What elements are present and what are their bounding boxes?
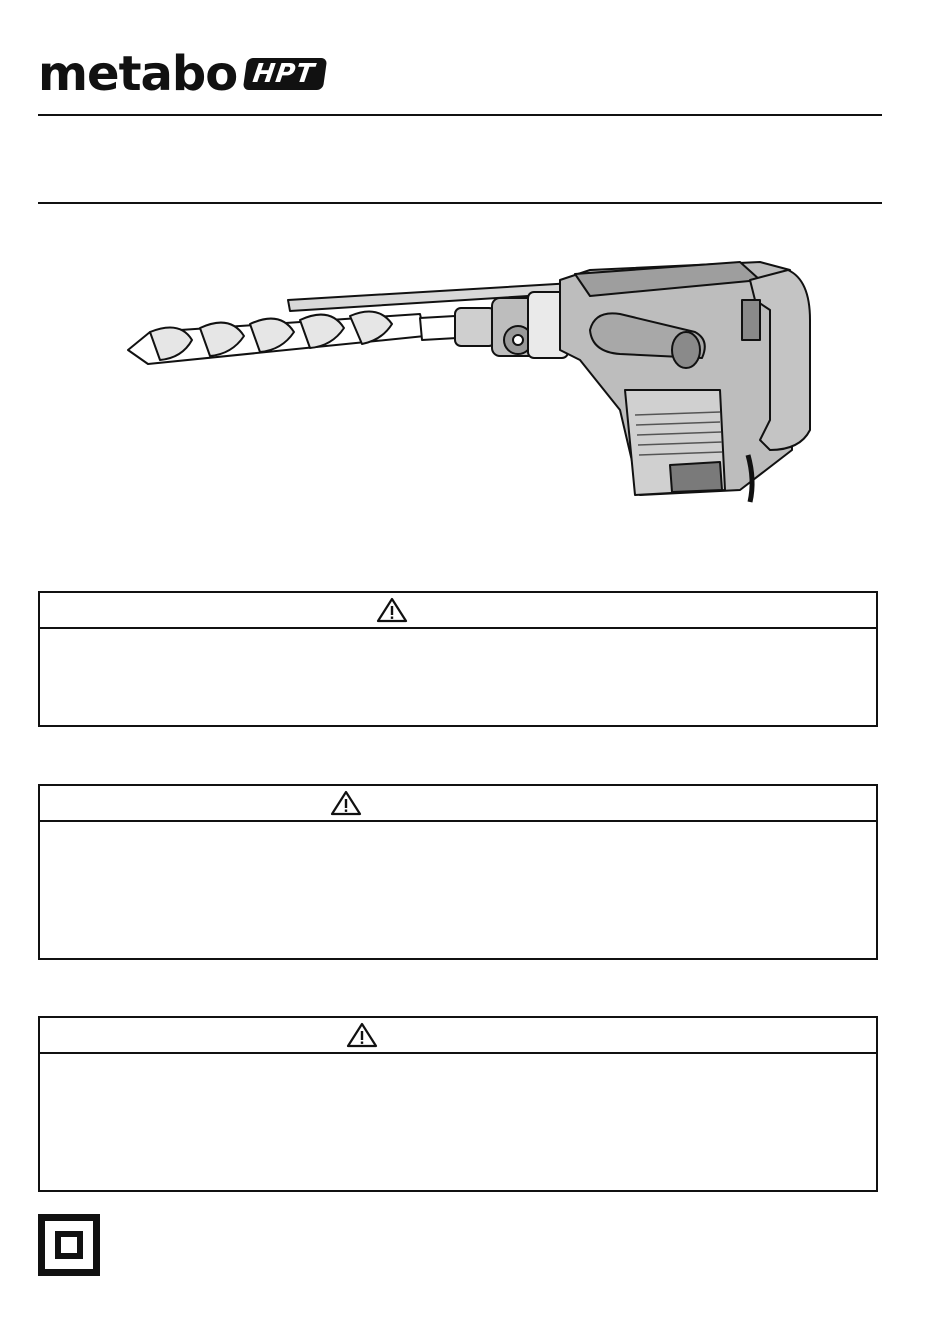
rotary-hammer-illustration: [120, 240, 820, 510]
warning-box-1-header: [40, 593, 876, 629]
warning-box-2-header: [40, 786, 876, 822]
warning-box-1: [38, 591, 878, 727]
warning-triangle-icon: [346, 1022, 378, 1048]
warning-box-3-header: [40, 1018, 876, 1054]
logo-wordmark: metabo: [38, 46, 238, 102]
brand-logo: [38, 46, 325, 102]
warning-triangle-icon: [330, 790, 362, 816]
warning-triangle-icon: [376, 597, 408, 623]
warning-box-2: [38, 784, 878, 960]
header-rule-top: [38, 114, 882, 116]
warning-box-3: [38, 1016, 878, 1192]
double-insulation-icon: [38, 1214, 100, 1276]
logo-badge: HPT: [243, 58, 327, 90]
header-rule-bottom: [38, 202, 882, 204]
